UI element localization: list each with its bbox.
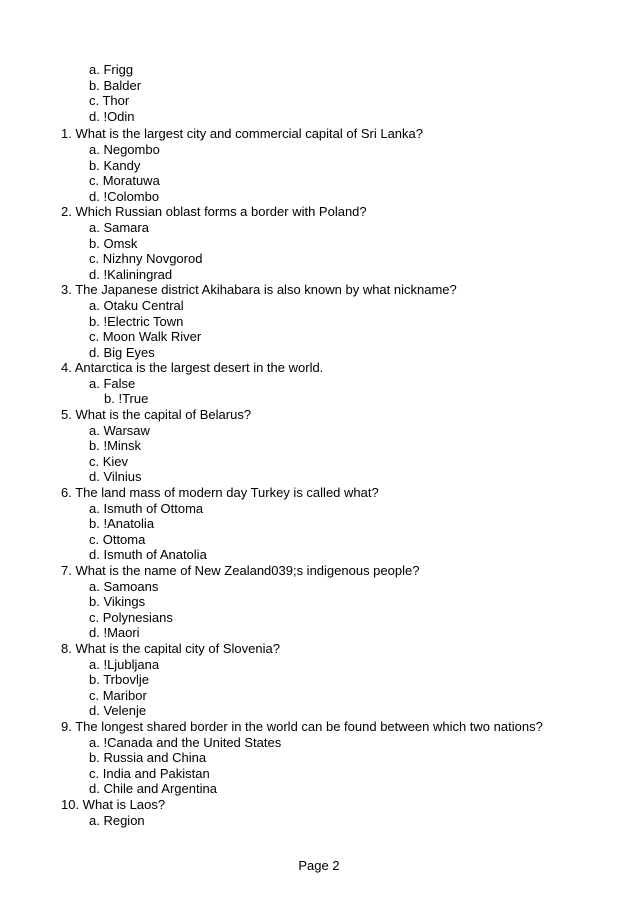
answer-option: a. Samoans: [89, 578, 159, 594]
answer-option: d. Velenje: [89, 703, 147, 719]
answer-option: d. Ismuth of Anatolia: [89, 547, 207, 563]
answer-option: c. Polynesians: [89, 609, 173, 625]
answer-option: c. Ottoma: [89, 531, 146, 547]
question-text: 6. The land mass of modern day Turkey is called what?: [61, 485, 379, 501]
answer-option: c. Moon Walk River: [89, 329, 202, 345]
answer-option: d. Vilnius: [89, 469, 142, 485]
answer-option: d. Big Eyes: [89, 344, 155, 360]
answer-option: d. !Colombo: [89, 188, 160, 204]
answer-option: b. Russia and China: [89, 750, 207, 766]
answer-option: a. !Ljubljana: [89, 656, 160, 672]
answer-option: b. !Electric Town: [89, 313, 184, 329]
answer-option: a. False: [89, 375, 136, 391]
answer-option: b. !Minsk: [89, 438, 142, 454]
lead-options: [61, 62, 621, 124]
answer-option: b. Vikings: [89, 594, 146, 610]
answer-option: a. !Canada and the United States: [89, 734, 282, 750]
question-text: 10. What is Laos?: [61, 796, 166, 812]
answer-option: c. Maribor: [89, 687, 147, 703]
answer-option: d. Chile and Argentina: [89, 781, 217, 797]
answer-option: a. Ismuth of Ottoma: [89, 500, 204, 516]
answer-option: b. Kandy: [89, 157, 141, 173]
answer-option: c. Kiev: [89, 453, 129, 469]
answer-option: b. Omsk: [89, 235, 138, 251]
answer-option: d. !Odin: [89, 108, 135, 124]
answer-option: a. Otaku Central: [89, 297, 184, 313]
answer-option: d. !Maori: [89, 625, 140, 641]
answer-option: a. Negombo: [89, 141, 160, 157]
question-text: 9. The longest shared border in the world can be found between which two nations?: [61, 718, 543, 734]
answer-option: b. !True: [104, 391, 149, 407]
question-text: 4. Antarctica is the largest desert in the world.: [61, 360, 324, 376]
question-text: 7. What is the name of New Zealand039;s indigenous people?: [61, 563, 420, 578]
answer-option: c. India and Pakistan: [89, 765, 210, 781]
quiz-content: [61, 62, 621, 828]
answer-option: c. Nizhny Novgorod: [89, 251, 203, 267]
answer-option: a. Frigg: [89, 62, 134, 77]
question-text: 2. Which Russian oblast forms a border with Poland?: [61, 204, 367, 220]
answer-option: b. Balder: [89, 77, 142, 93]
answer-option: b. !Anatolia: [89, 516, 155, 532]
answer-option: a. Samara: [89, 219, 149, 235]
answer-option: a. Warsaw: [89, 422, 150, 438]
answer-option: a. Region: [89, 812, 145, 828]
answer-option: c. Moratuwa: [89, 173, 160, 189]
answer-option: c. Thor: [89, 93, 130, 109]
answer-option: d. !Kaliningrad: [89, 266, 173, 282]
question-text: 1. What is the largest city and commercial capital of Sri Lanka?: [61, 126, 423, 142]
question-text: 8. What is the capital city of Slovenia?: [61, 640, 280, 656]
question-text: 3. The Japanese district Akihabara is also known by what nickname?: [61, 282, 457, 298]
page-number: Page 2: [298, 858, 340, 873]
question-text: 5. What is the capital of Belarus?: [61, 407, 252, 423]
answer-option: b. Trbovlje: [89, 672, 149, 688]
